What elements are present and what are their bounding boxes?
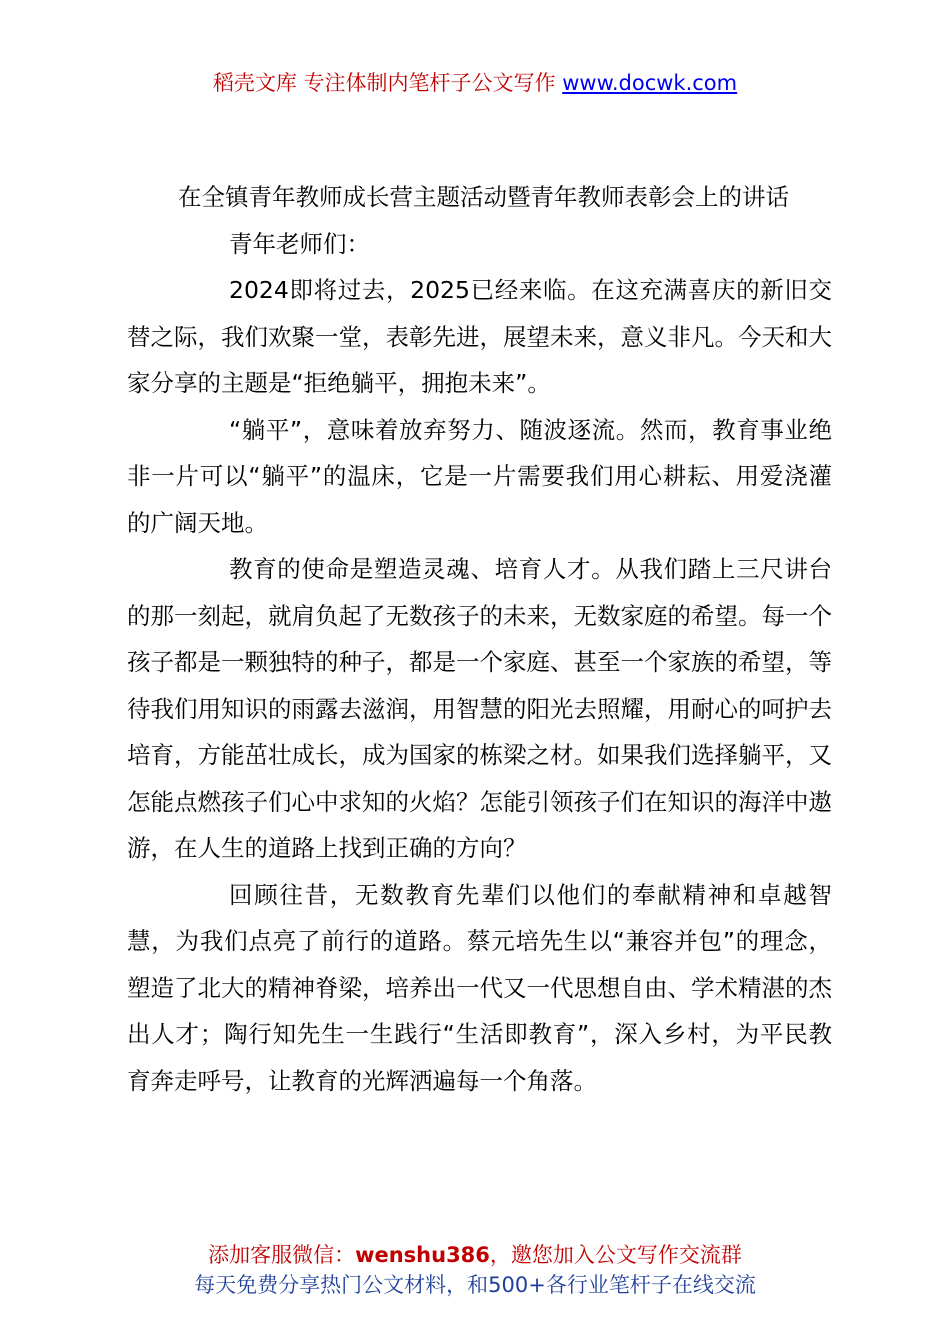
footer-wechat-suffix: ，邀您加入公文写作交流群 [489, 1243, 742, 1267]
wechat-id: wenshu386 [355, 1243, 490, 1267]
salutation: 青年老师们： [229, 229, 370, 258]
paragraph: 2024即将过去，2025已经来临。在这充满喜庆的新旧交替之际，我们欢聚一堂，表彰先进，展望未来，意义非凡。今天和大家分享的主题是“拒绝躺平，拥抱未来”。 [127, 276, 832, 397]
paragraph: 回顾往昔，无数教育先辈们以他们的奉献精神和卓越智慧，为我们点亮了前行的道路。蔡元培先生以“兼容并包”的理念，塑造了北大的精神脊梁，培养出一代又一代思想自由、学术精湛的杰出人才；陶行知先生一生践行“生活即教育”，深入乡村，为平民教育奔走呼号，让教育的光辉洒遍每一个角落。 [127, 880, 832, 1095]
footer-wechat-line [0, 1240, 950, 1270]
site-link[interactable]: www.docwk.com [562, 71, 738, 95]
page-header [0, 68, 950, 98]
paragraph: “躺平”，意味着放弃努力、随波逐流。然而，教育事业绝非一片可以“躺平”的温床，它是一片需要我们用心耕耘、用爱浇灌的广阔天地。 [127, 415, 832, 537]
brand-text: 稻壳文库 专注体制内笔杆子公文写作 [212, 71, 556, 95]
document-title: 在全镇青年教师成长营主题活动暨青年教师表彰会上的讲话 [178, 183, 789, 211]
document-body [127, 174, 832, 1104]
paragraph: 教育的使命是塑造灵魂、培育人才。从我们踏上三尺讲台的那一刻起，就肩负起了无数孩子的未来，无数家庭的希望。每一个孩子都是一颗独特的种子，都是一个家庭、甚至一个家族的希望，等待我们用知识的雨露去滋润，用智慧的阳光去照耀，用耐心的呵护去培育，方能茁壮成长，成为国家的栋梁之材。如果我们选择躺平，又怎能点燃孩子们心中求知的火焰？怎能引领孩子们在知识的海洋中遨游，在人生的道路上找到正确的方向？ [127, 555, 832, 862]
footer-share-line: 每天免费分享热门公文材料，和500+各行业笔杆子在线交流 [194, 1273, 756, 1297]
footer-wechat-prefix: 添加客服微信： [208, 1243, 356, 1267]
page-footer [0, 1240, 950, 1300]
